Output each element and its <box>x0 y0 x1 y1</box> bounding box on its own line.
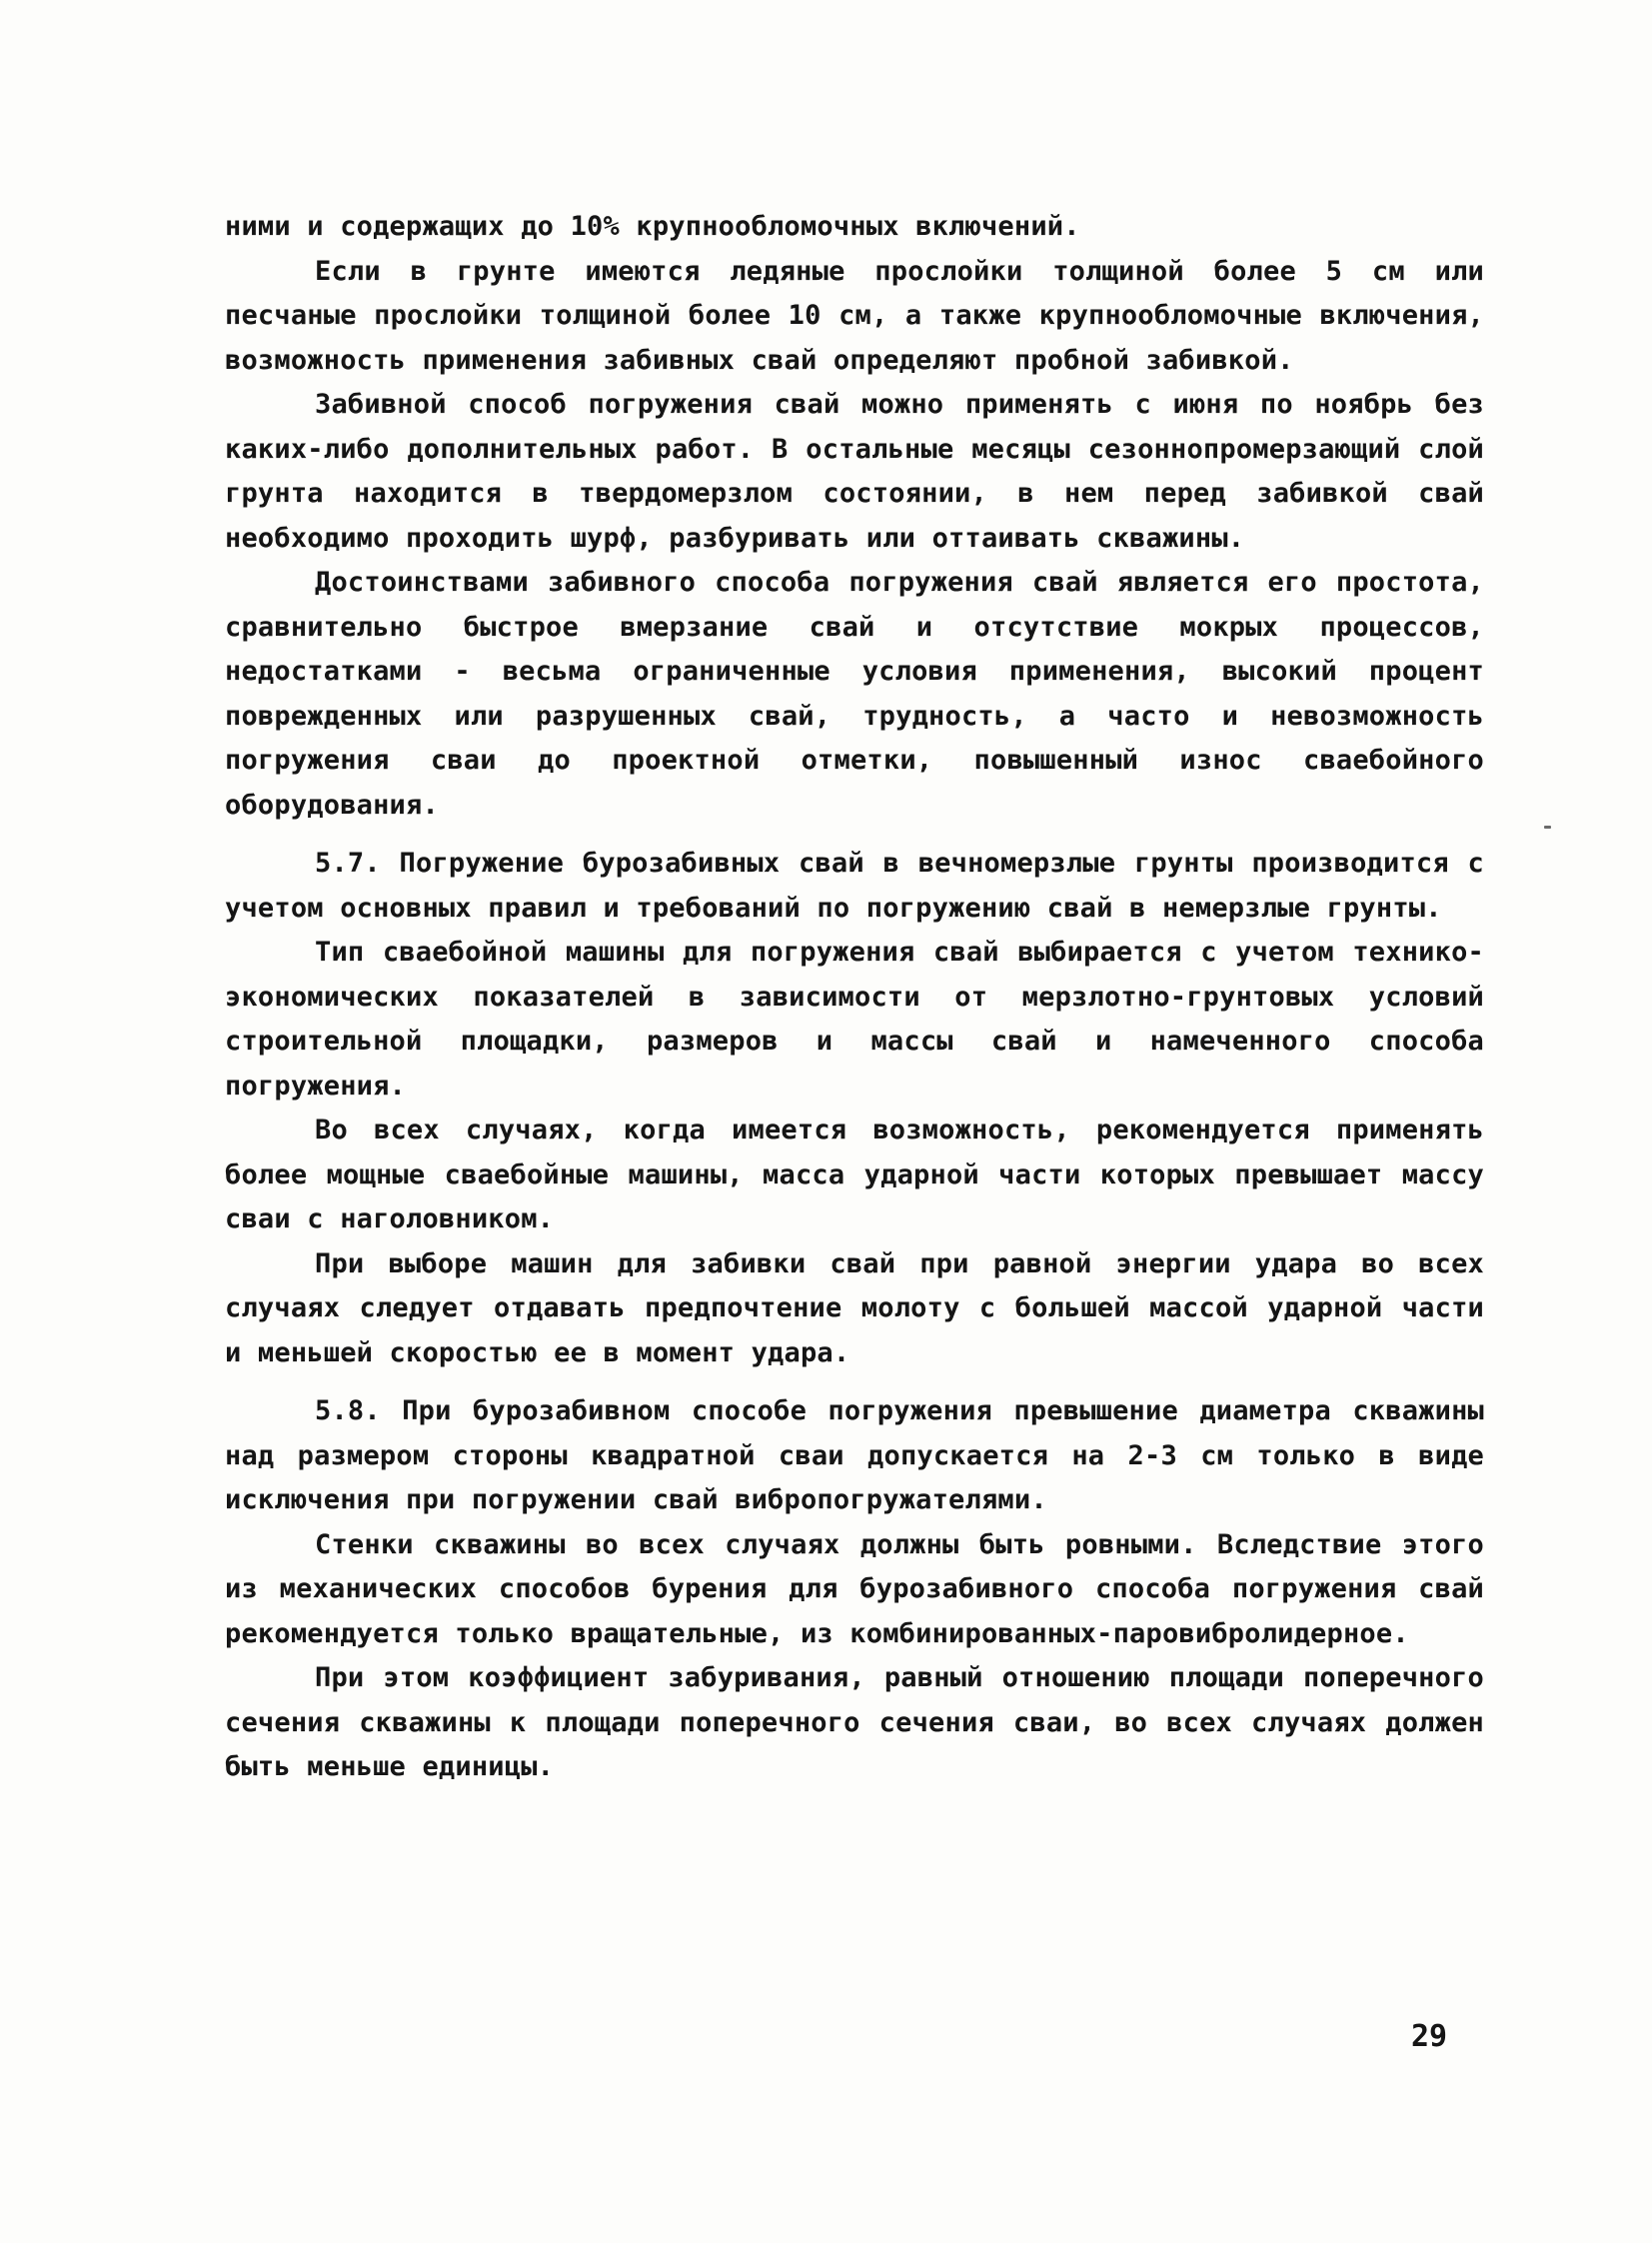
paragraph-section-5-8: 5.8. При бурозабивном способе погружения превышение диаметра скважины над размером стороны квадратной сваи допускается на 2-3 см только в виде исключения при погружении свай вибропогружателями. <box>225 1395 1484 1515</box>
paragraph-powerful-machines: Во всех случаях, когда имеется возможность, рекомендуется применять более мощные сваебойные машины, масса ударной части которых превышает массу сваи с наголовником. <box>225 1115 1484 1234</box>
paragraph-advantages: Достоинствами забивного способа погружения свай является его простота, сравнительно быстрое вмерзание свай и отсутствие мокрых процессов, недостатками - весьма ограниченные условия применения, высокий процент поврежденных или разрушенных свай, трудность, а часто и невозможность погружения сваи до проектной отметки, повышенный износ сваебойного оборудования. <box>225 567 1484 821</box>
paragraph-section-5-7: 5.7. Погружение бурозабивных свай в вечномерзлые грунты производится с учетом основных правил и требований по погружению свай в немерзлые грунты. <box>225 848 1484 924</box>
scan-speck <box>1544 826 1551 829</box>
paragraph-hammer-choice: При выборе машин для забивки свай при равной энергии удара во всех случаях следует отдавать предпочтение молоту с большей массой ударной части и меньшей скоростью ее в момент удара. <box>225 1247 1484 1368</box>
paragraph-ice-layers: Если в грунте имеются ледяные прослойки толщиной более 5 см или песчаные прослойки толщиной более 10 см, а также крупнообломочные включения, возможность применения забивных свай определяют пробной забивкой. <box>225 255 1484 376</box>
paragraph-continuation: ними и содержащих до 10% крупнообломочных включений. <box>225 211 1080 242</box>
paragraph-borehole-walls: Стенки скважины во всех случаях должны быть ровными. Вследствие этого из механических способов бурения для бурозабивного способа погружения свай рекомендуется только вращательные, из комбинированных-паровибролидерное. <box>225 1528 1484 1649</box>
paragraph-drilling-coefficient: При этом коэффициент забуривания, равный отношению площади поперечного сечения скважины к площади поперечного сечения сваи, во всех случаях должен быть меньше единицы. <box>225 1662 1484 1782</box>
body-text <box>225 205 1484 1790</box>
page-number: 29 <box>1411 2019 1448 2054</box>
paragraph-machine-type: Тип сваебойной машины для погружения свай выбирается с учетом технико-экономических показателей в зависимости от мерзлотно-грунтовых условий строительной площадки, размеров и массы свай и намеченного способа погружения. <box>225 937 1484 1102</box>
paragraph-driving-season: Забивной способ погружения свай можно применять с июня по ноябрь без каких-либо дополнительных работ. В остальные месяцы сезоннопромерзающий слой грунта находится в твердомерзлом состоянии, в нем перед забивкой свай необходимо проходить шурф, разбуривать или оттаивать скважины. <box>225 389 1484 554</box>
